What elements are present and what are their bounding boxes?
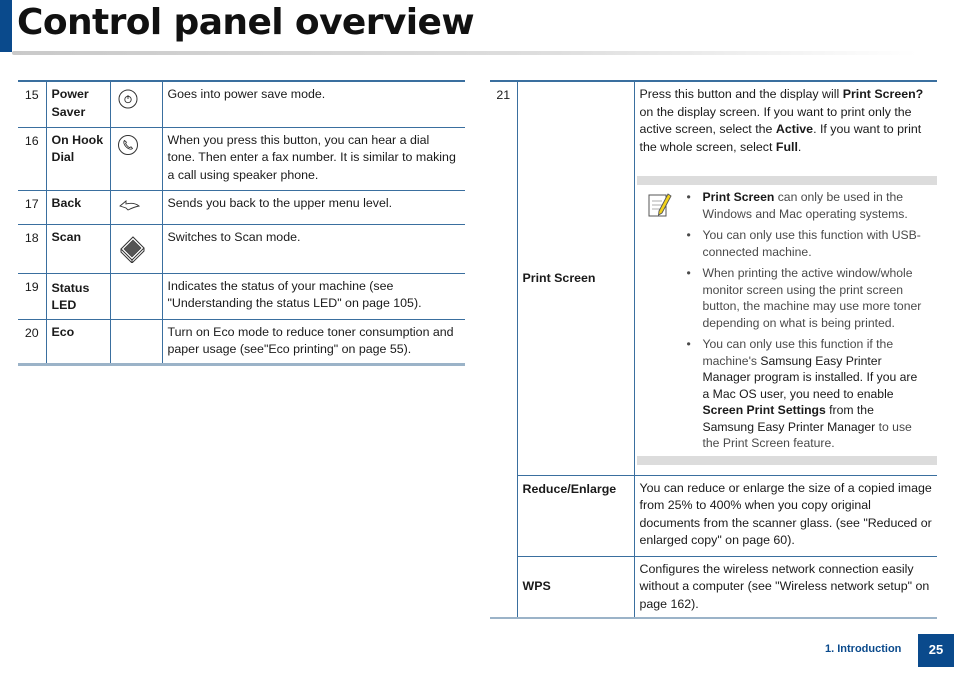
button-name: Status LED (46, 273, 110, 319)
icon-cell (110, 319, 162, 364)
button-name: Scan (46, 224, 110, 273)
table-row (490, 556, 937, 618)
table-row (18, 224, 465, 273)
row-number: 16 (24, 133, 39, 148)
table-row (18, 273, 465, 319)
icon-cell (110, 224, 162, 273)
row-number: 20 (24, 325, 39, 340)
table-row (18, 319, 465, 364)
icon-cell (110, 190, 162, 224)
row-number: 18 (24, 230, 39, 245)
button-name: On Hook Dial (46, 127, 110, 190)
row-number: 21 (496, 88, 511, 102)
note-item: • You can only use this function with USB-connected machine. (687, 227, 926, 260)
icon-cell (110, 81, 162, 127)
note-item: • You can only use this function if the machine's Samsung Easy Printer Manager program is installed. If you are a Mac OS user, you need to enable Screen Print Settings from the Samsung Easy Printer Manager to use the Print Screen feature. (687, 336, 926, 452)
button-name: Print Screen (517, 81, 634, 475)
button-name: Power Saver (46, 81, 110, 127)
power-save-icon (117, 88, 139, 110)
icon-cell (110, 127, 162, 190)
button-description: You can reduce or enlarge the size of a copied image from 25% to 400% when you copy original documents from the scanner glass. (see "Reduced or enlarged copy" on page 60). (634, 475, 937, 556)
left-control-table (18, 80, 465, 366)
table-row (490, 81, 937, 475)
button-description (634, 81, 937, 475)
row-number: 15 (24, 88, 39, 102)
back-arrow-icon (117, 197, 143, 215)
button-description: Indicates the status of your machine (see "Understanding the status LED" on page 105). (162, 273, 465, 319)
button-name: WPS (517, 556, 634, 618)
scanner-icon (117, 231, 147, 263)
right-control-table (490, 80, 937, 619)
note-item: • When printing the active window/whole monitor screen using the print screen button, the machine may use more toner depending on what is being printed. (687, 265, 926, 331)
title-accent-bar (0, 0, 12, 52)
button-name: Back (46, 190, 110, 224)
button-description: When you press this button, you can hear a dial tone. Then enter a fax number. It is similar to making a call using speaker phone. (162, 127, 465, 190)
table-row (490, 475, 937, 556)
page-number: 25 (918, 634, 954, 667)
table-row (18, 127, 465, 190)
note-pencil-icon (647, 191, 673, 219)
note-box (637, 176, 938, 465)
button-name: Eco (46, 319, 110, 364)
row-number: 19 (24, 279, 39, 294)
table-row (18, 190, 465, 224)
button-description: Turn on Eco mode to reduce toner consumption and paper usage (see"Eco printing" on page 55). (162, 319, 465, 364)
icon-cell (110, 273, 162, 319)
note-item: • Print Screen can only be used in the Windows and Mac operating systems. (687, 189, 926, 222)
note-list (687, 189, 926, 452)
button-name: Reduce/Enlarge (517, 475, 634, 556)
row-number: 17 (24, 196, 39, 211)
button-description: Switches to Scan mode. (162, 224, 465, 273)
button-description: Configures the wireless network connection easily without a computer (see "Wireless network setup" on page 162). (634, 556, 937, 618)
phone-handset-icon (117, 134, 139, 156)
page-title: Control panel overview (17, 2, 474, 43)
title-underline (12, 51, 917, 55)
button-description: Goes into power save mode. (162, 81, 465, 127)
note-icon-cell (647, 189, 675, 452)
button-description: Sends you back to the upper menu level. (162, 190, 465, 224)
footer-section-label: 1. Introduction (825, 643, 902, 655)
print-screen-text: Press this button and the display will Print Screen? on the display screen. If you want to print only the active screen, select the Active. If you want to print the whole screen, select Full. (639, 87, 924, 154)
table-row (18, 81, 465, 127)
